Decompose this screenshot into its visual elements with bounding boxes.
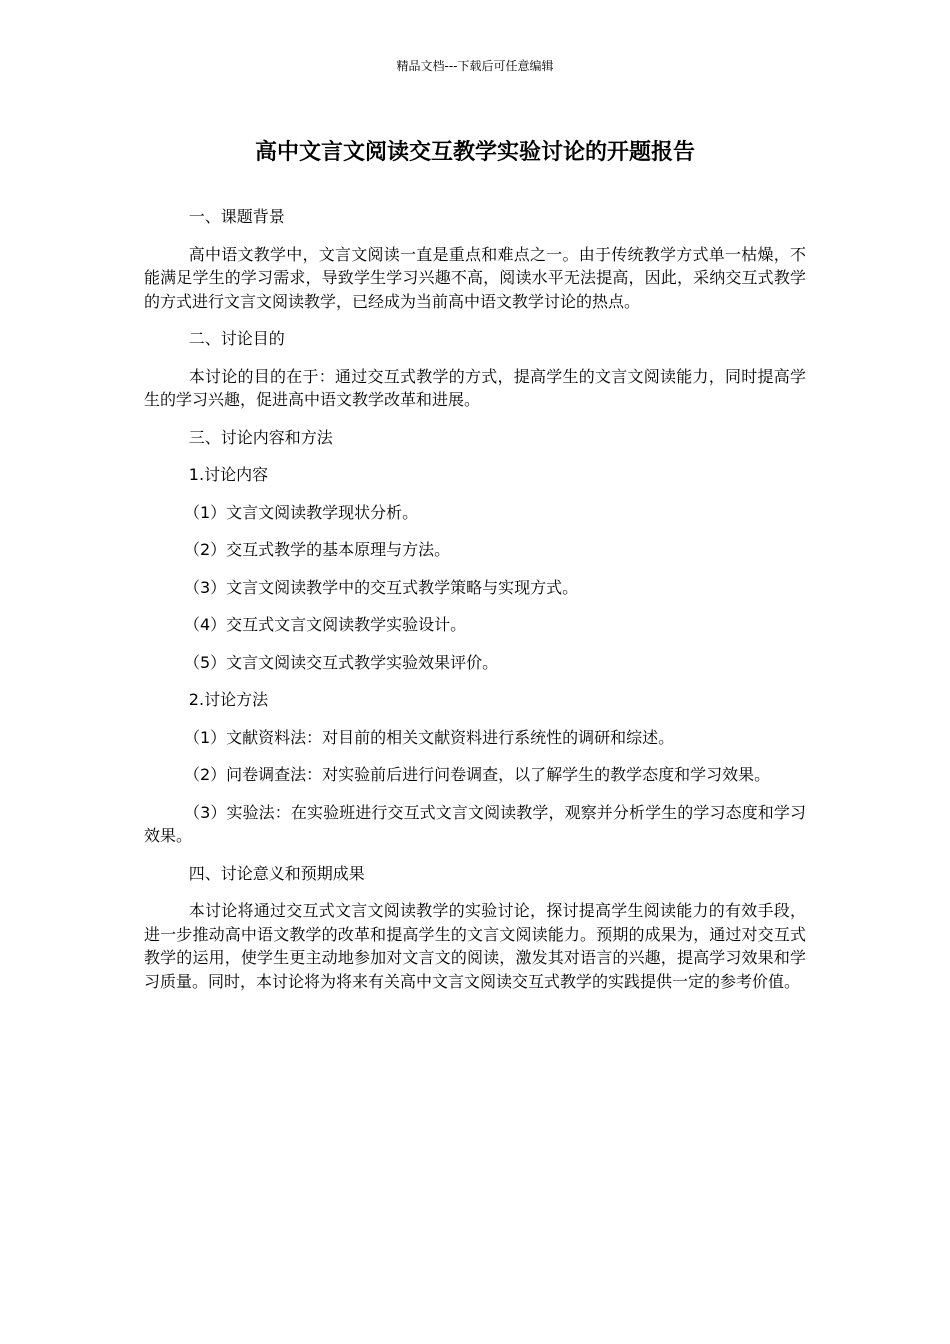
paragraph-background: 高中语文教学中，文言文阅读一直是重点和难点之一。由于传统教学方式单一枯燥，不能满足学生的学习需求，导致学生学习兴趣不高，阅读水平无法提高，因此，采纳交互式教学的方式进行文言文阅读教学，已经成为当前高中语文教学讨论的热点。 — [144, 244, 806, 311]
paragraph-purpose: 本讨论的目的在于：通过交互式教学的方式，提高学生的文言文阅读能力，同时提高学生的学习兴趣，促进高中语文教学改革和进展。 — [144, 366, 806, 409]
section-heading-content-method: 三、讨论内容和方法 — [188, 427, 333, 447]
section-heading-significance: 四、讨论意义和预期成果 — [188, 863, 365, 883]
subheading-method: 2.讨论方法 — [188, 690, 269, 709]
list-item-method-1: （1）文献资料法：对目前的相关文献资料进行系统性的调研和综述。 — [184, 727, 675, 747]
list-item-method-2: （2）问卷调查法：对实验前后进行问卷调查，以了解学生的教学态度和学习效果。 — [184, 765, 771, 784]
paragraph-significance: 本讨论将通过交互式文言文阅读教学的实验讨论，探讨提高学生阅读能力的有效手段，进一步推动高中语文教学的改革和提高学生的文言文阅读能力。预期的成果为，通过对交互式教学的运用，使学生更主动地参加对文言文的阅读，激发其对语言的兴趣，提高学习效果和学习质量。同时，本讨论将为将来有关高中文言文阅读交互式教学的实践提供一定的参考价值。 — [144, 901, 806, 991]
document-body — [144, 205, 806, 1007]
page-header: 精品文档---下载后可任意编辑 — [396, 59, 554, 73]
list-item-content-1: （1）文言文阅读教学现状分析。 — [184, 502, 419, 522]
list-item-content-4: （4）交互式文言文阅读教学实验设计。 — [184, 615, 467, 634]
section-heading-background: 一、课题背景 — [188, 207, 285, 226]
subheading-content: 1.讨论内容 — [188, 465, 269, 484]
list-item-content-5: （5）文言文阅读交互式教学实验效果评价。 — [184, 652, 499, 672]
document-title: 高中文言文阅读交互教学实验讨论的开题报告 — [254, 140, 695, 165]
list-item-content-3: （3）文言文阅读教学中的交互式教学策略与实现方式。 — [184, 577, 579, 597]
section-heading-purpose: 二、讨论目的 — [188, 329, 285, 348]
list-item-content-2: （2）交互式教学的基本原理与方法。 — [184, 540, 451, 559]
list-item-method-3: （3）实验法：在实验班进行交互式文言文阅读教学，观察并分析学生的学习态度和学习效果。 — [144, 802, 806, 845]
